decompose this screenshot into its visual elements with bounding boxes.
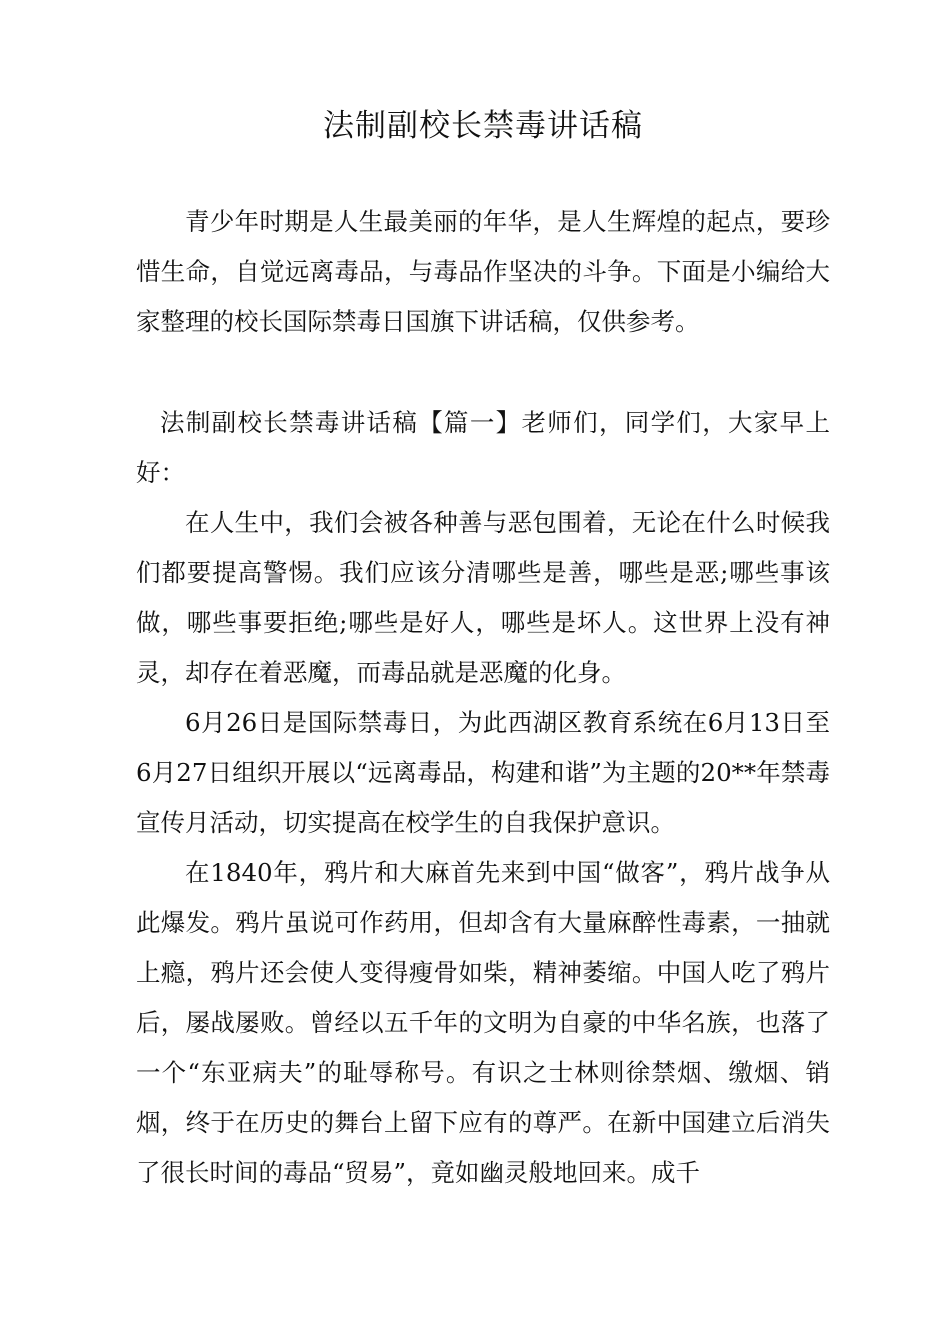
body-paragraph-3: 在1840年，鸦片和大麻首先来到中国“做客”，鸦片战争从此爆发。鸦片虽说可作药用，但却含有大量麻醉性毒素，一抽就上瘾，鸦片还会使人变得瘦骨如柴，精神萎缩。中国人吃了鸦片后，屡战屡败。曾经以五千年的文明为自豪的中华名族，也落了一个“东亚病夫”的耻辱称号。有识之士林则徐禁烟、缴烟、销烟，终于在历史的舞台上留下应有的尊严。在新中国建立后消失了很长时间的毒品“贸易”，竟如幽灵般地回来。成千 [136,858,830,1187]
section-heading: 法制副校长禁毒讲话稿【篇一】老师们，同学们，大家早上好： [136,408,830,487]
intro-paragraph: 青少年时期是人生最美丽的年华，是人生辉煌的起点，要珍惜生命，自觉远离毒品，与毒品作坚决的斗争。下面是小编给大家整理的校长国际禁毒日国旗下讲话稿，仅供参考。 [136,207,830,336]
body-paragraph-2: 6月26日是国际禁毒日，为此西湖区教育系统在6月13日至6月27日组织开展以“远离毒品，构建和谐”为主题的20**年禁毒宣传月活动，切实提高在校学生的自我保护意识。 [136,708,830,837]
document-title: 法制副校长禁毒讲话稿 [323,108,643,144]
body-paragraph-1: 在人生中，我们会被各种善与恶包围着，无论在什么时候我们都要提高警惕。我们应该分清哪些是善，哪些是恶;哪些事该做，哪些事要拒绝;哪些是好人，哪些是坏人。这世界上没有神灵，却存在着恶魔，而毒品就是恶魔的化身。 [136,508,830,687]
